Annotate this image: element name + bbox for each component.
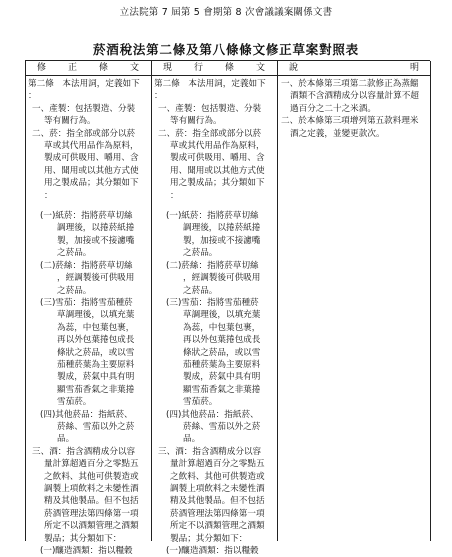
proposed-text-line: 調理後，以捲菸紙捲 bbox=[57, 223, 135, 234]
current-text-line: 一、產製：包括製造、分裝 bbox=[158, 103, 262, 114]
current-text-line: 第二條 本法用詞，定義如下 bbox=[154, 79, 266, 89]
current-text-line: (二)菸絲：指將菸草切絲 bbox=[166, 260, 259, 271]
current-text-line: 製，加接或不接濾嘴 bbox=[183, 235, 261, 246]
proposed-text-line: 品。 bbox=[57, 434, 75, 445]
proposed-text-line: (二)菸絲：指將菸草切絲 bbox=[40, 260, 133, 271]
proposed-text-line: 菸酒管理法第四條第一項 bbox=[44, 508, 139, 519]
current-text-line: 精及其他製品。但不包括 bbox=[170, 496, 265, 507]
current-text-line: 二、菸：指全部或部分以菸 bbox=[158, 128, 262, 139]
current-text-line: (四)其他菸品：指紙菸、 bbox=[166, 409, 259, 420]
proposed-text-line: 顯雪茄香氣之非葉捲 bbox=[57, 384, 135, 395]
current-text-line: 之飲料、其他可供製造或 bbox=[170, 471, 265, 482]
current-text-line: 品。 bbox=[183, 434, 201, 445]
current-text-line: 為蕊，中包葉包裹， bbox=[183, 322, 261, 333]
proposed-text-line: 用、聞用或以其他方式使 bbox=[44, 165, 139, 176]
proposed-text-line: (一)紙菸：指將菸草切絲 bbox=[40, 211, 133, 222]
current-text-line: 三、酒：指含酒精成分以容 bbox=[158, 446, 262, 457]
proposed-text-line: 製成可供吸用、嚼用、含 bbox=[44, 153, 139, 164]
spacer bbox=[28, 202, 150, 210]
current-text-line: ： bbox=[170, 190, 179, 201]
header-notes: 說明 bbox=[289, 63, 419, 73]
table-header-row bbox=[25, 61, 430, 76]
current-text-line: 草調理後，以填充葉 bbox=[183, 310, 261, 321]
proposed-text-column bbox=[28, 78, 150, 557]
proposed-text-line: 三、酒：指含酒精成分以容 bbox=[32, 446, 136, 457]
proposed-text-line: 條狀之菸品，或以雪 bbox=[57, 347, 135, 358]
current-text-line: 再以外包葉捲包成長 bbox=[183, 335, 261, 346]
header-current: 現行條文 bbox=[163, 63, 265, 73]
proposed-text-line: 製品；其分類如下： bbox=[44, 533, 122, 544]
proposed-text-line: (一)釀造酒類：指以糧穀 bbox=[40, 546, 133, 557]
note-item: 二、於本條第三項增列第五款料理米酒之定義，並變更款次。 bbox=[281, 116, 419, 139]
document-title: 菸酒稅法第二條及第八條條文修正草案對照表 bbox=[92, 42, 359, 57]
proposed-text-line: 菸絲、雪茄以外之菸 bbox=[57, 421, 135, 432]
proposed-text-line: 為蕊，中包葉包裹， bbox=[57, 322, 135, 333]
current-text-line: (三)雪茄：指將雪茄種菸 bbox=[166, 297, 259, 308]
proposed-text-line: 一、產製：包括製造、分裝 bbox=[32, 103, 136, 114]
proposed-text-line: 草或其代用品作為原料， bbox=[44, 141, 139, 152]
current-text-line: 等有關行為。 bbox=[170, 116, 222, 127]
current-text-line: ： bbox=[154, 91, 163, 102]
current-text-line: 調理後，以捲菸紙捲 bbox=[183, 223, 261, 234]
document-header: 立法院第 7 屆第 5 會期第 8 次會議議案關係文書 bbox=[119, 7, 333, 18]
current-text-line: 草或其代用品作為原料， bbox=[170, 141, 265, 152]
current-text-line: 製成可供吸用、嚼用、含 bbox=[170, 153, 265, 164]
current-text-line: 調製上項飲料之未變性酒 bbox=[170, 484, 265, 494]
current-text-line: 菸絲、雪茄以外之菸 bbox=[183, 421, 261, 432]
proposed-text-line: 製成，菸氣中具有明 bbox=[57, 372, 135, 383]
proposed-text-line: 草調理後，以填充葉 bbox=[57, 310, 135, 321]
current-text-line: 菸酒管理法第四條第一項 bbox=[170, 508, 265, 519]
current-text-line: 製成，菸氣中具有明 bbox=[183, 372, 261, 383]
column-divider-1 bbox=[151, 61, 152, 541]
proposed-text-line: ： bbox=[44, 190, 53, 201]
column-divider-2 bbox=[277, 61, 278, 541]
header-proposed: 修正條文 bbox=[37, 63, 139, 73]
current-text-line: (一)釀造酒類：指以糧穀 bbox=[166, 546, 259, 557]
proposed-text-line: 二、菸：指全部或部分以菸 bbox=[32, 128, 136, 139]
proposed-text-line: (三)雪茄：指將雪茄種菸 bbox=[40, 297, 133, 308]
current-text-line: 製品；其分類如下： bbox=[170, 533, 248, 544]
current-text-line: 用之製成品；其分類如下 bbox=[170, 178, 265, 189]
proposed-text-line: 雪茄菸。 bbox=[57, 397, 92, 408]
current-text-line: 量計算超過百分之零點五 bbox=[170, 459, 265, 470]
current-text-column bbox=[154, 78, 276, 557]
current-text-line: 之菸品。 bbox=[183, 248, 218, 259]
current-text-line: (一)紙菸：指將菸草切絲 bbox=[166, 211, 259, 222]
proposed-text-line: 調製上項飲料之未變性酒 bbox=[44, 484, 139, 494]
proposed-text-line: 茄種菸葉為主要原料 bbox=[57, 359, 135, 370]
current-text-line: 茄種菸葉為主要原料 bbox=[183, 359, 261, 370]
proposed-text-line: 製，加接或不接濾嘴 bbox=[57, 235, 135, 246]
current-text-line: ，經調製後可供吸用 bbox=[183, 273, 261, 284]
proposed-text-line: 量計算超過百分之零點五 bbox=[44, 459, 139, 470]
current-text-line: 顯雪茄香氣之非葉捲 bbox=[183, 384, 261, 395]
proposed-text-line: 第二條 本法用詞，定義如下 bbox=[28, 79, 140, 89]
note-item: 一、於本條第三項第二款修正為蒸餾酒類不含酒精成分以容量計算不超過百分之二十之米酒。 bbox=[281, 79, 419, 114]
proposed-text-line: ，經調製後可供吸用 bbox=[57, 273, 135, 284]
proposed-text-line: 所定不以酒類管理之酒類 bbox=[44, 521, 139, 532]
proposed-text-line: 之菸品。 bbox=[57, 285, 92, 296]
proposed-text-line: 之菸品。 bbox=[57, 248, 92, 259]
current-text-line: 用、聞用或以其他方式使 bbox=[170, 165, 265, 176]
proposed-text-line: ： bbox=[28, 91, 37, 102]
proposed-text-line: 等有關行為。 bbox=[44, 116, 96, 127]
comparison-table bbox=[25, 60, 430, 557]
proposed-text-line: 之飲料、其他可供製造或 bbox=[44, 471, 139, 482]
proposed-text-line: 精及其他製品。但不包括 bbox=[44, 496, 139, 507]
current-text-line: 之菸品。 bbox=[183, 285, 218, 296]
table-right-border bbox=[430, 61, 431, 541]
current-text-line: 條狀之菸品，或以雪 bbox=[183, 347, 261, 358]
proposed-text-line: 再以外包葉捲包成長 bbox=[57, 335, 135, 346]
proposed-text-line: (四)其他菸品：指紙菸、 bbox=[40, 409, 133, 420]
table-left-border bbox=[25, 61, 26, 541]
current-text-line: 雪茄菸。 bbox=[183, 397, 218, 408]
spacer bbox=[154, 202, 276, 210]
notes-column bbox=[281, 78, 425, 140]
proposed-text-line: 用之製成品；其分類如下 bbox=[44, 178, 139, 189]
current-text-line: 所定不以酒類管理之酒類 bbox=[170, 521, 265, 532]
